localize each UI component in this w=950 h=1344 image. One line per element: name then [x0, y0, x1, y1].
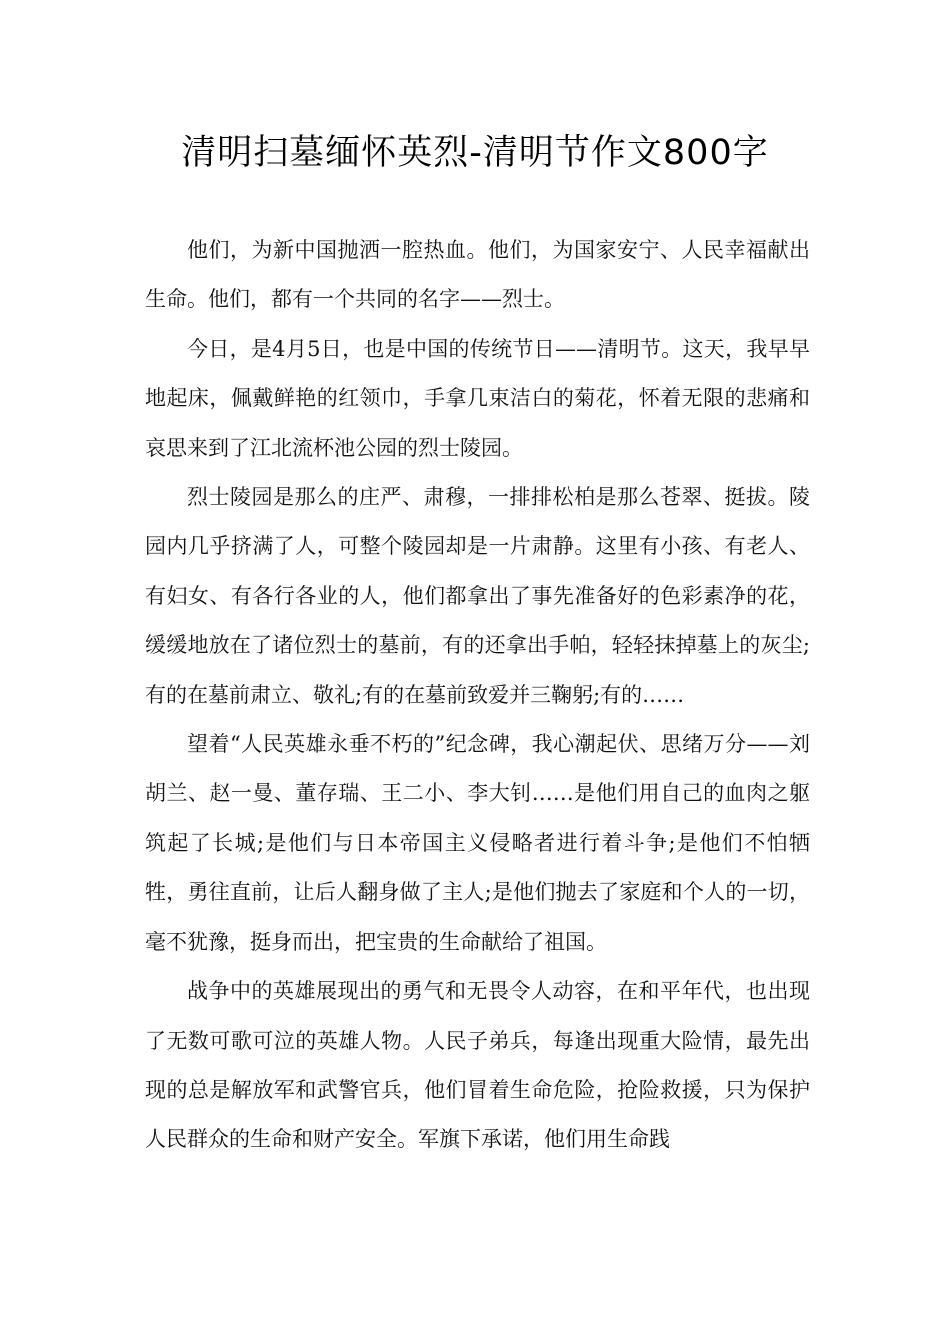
paragraph: 望着“人民英雄永垂不朽的”纪念碑，我心潮起伏、思绪万分——刘胡兰、赵一曼、董存瑞、王二小、李大钊……是他们用自己的血肉之躯筑起了长城;是他们与日本帝国主义侵略者进行着斗争;是他们不怕牺牲，勇往直前，让后人翻身做了主人;是他们抛去了家庭和个人的一切，毫不犹豫，挺身而出，把宝贵的生命献给了祖国。 [145, 732, 810, 954]
document-body [145, 226, 810, 1165]
document-title: 清明扫墓缅怀英烈-清明节作文800字 [181, 133, 769, 173]
paragraph: 他们，为新中国抛洒一腔热血。他们，为国家安宁、人民幸福献出生命。他们，都有一个共同的名字——烈士。 [145, 238, 810, 312]
paragraph: 战争中的英雄展现出的勇气和无畏令人动容，在和平年代，也出现了无数可歌可泣的英雄人物。人民子弟兵，每逢出现重大险情，最先出现的总是解放军和武警官兵，他们冒着生命危险，抢险救援，只为保护人民群众的生命和财产安全。军旗下承诺，他们用生命践 [145, 979, 810, 1152]
paragraph: 烈士陵园是那么的庄严、肃穆，一排排松柏是那么苍翠、挺拔。陵园内几乎挤满了人，可整个陵园却是一片肃静。这里有小孩、有老人、有妇女、有各行各业的人，他们都拿出了事先准备好的色彩素净的花，缓缓地放在了诸位烈士的墓前，有的还拿出手帕，轻轻抹掉墓上的灰尘;有的在墓前肃立、敬礼;有的在墓前致爱并三鞠躬;有的…… [145, 485, 810, 707]
paragraph: 今日，是4月5日，也是中国的传统节日——清明节。这天，我早早地起床，佩戴鲜艳的红领巾，手拿几束洁白的菊花，怀着无限的悲痛和哀思来到了江北流杯池公园的烈士陵园。 [145, 336, 810, 460]
